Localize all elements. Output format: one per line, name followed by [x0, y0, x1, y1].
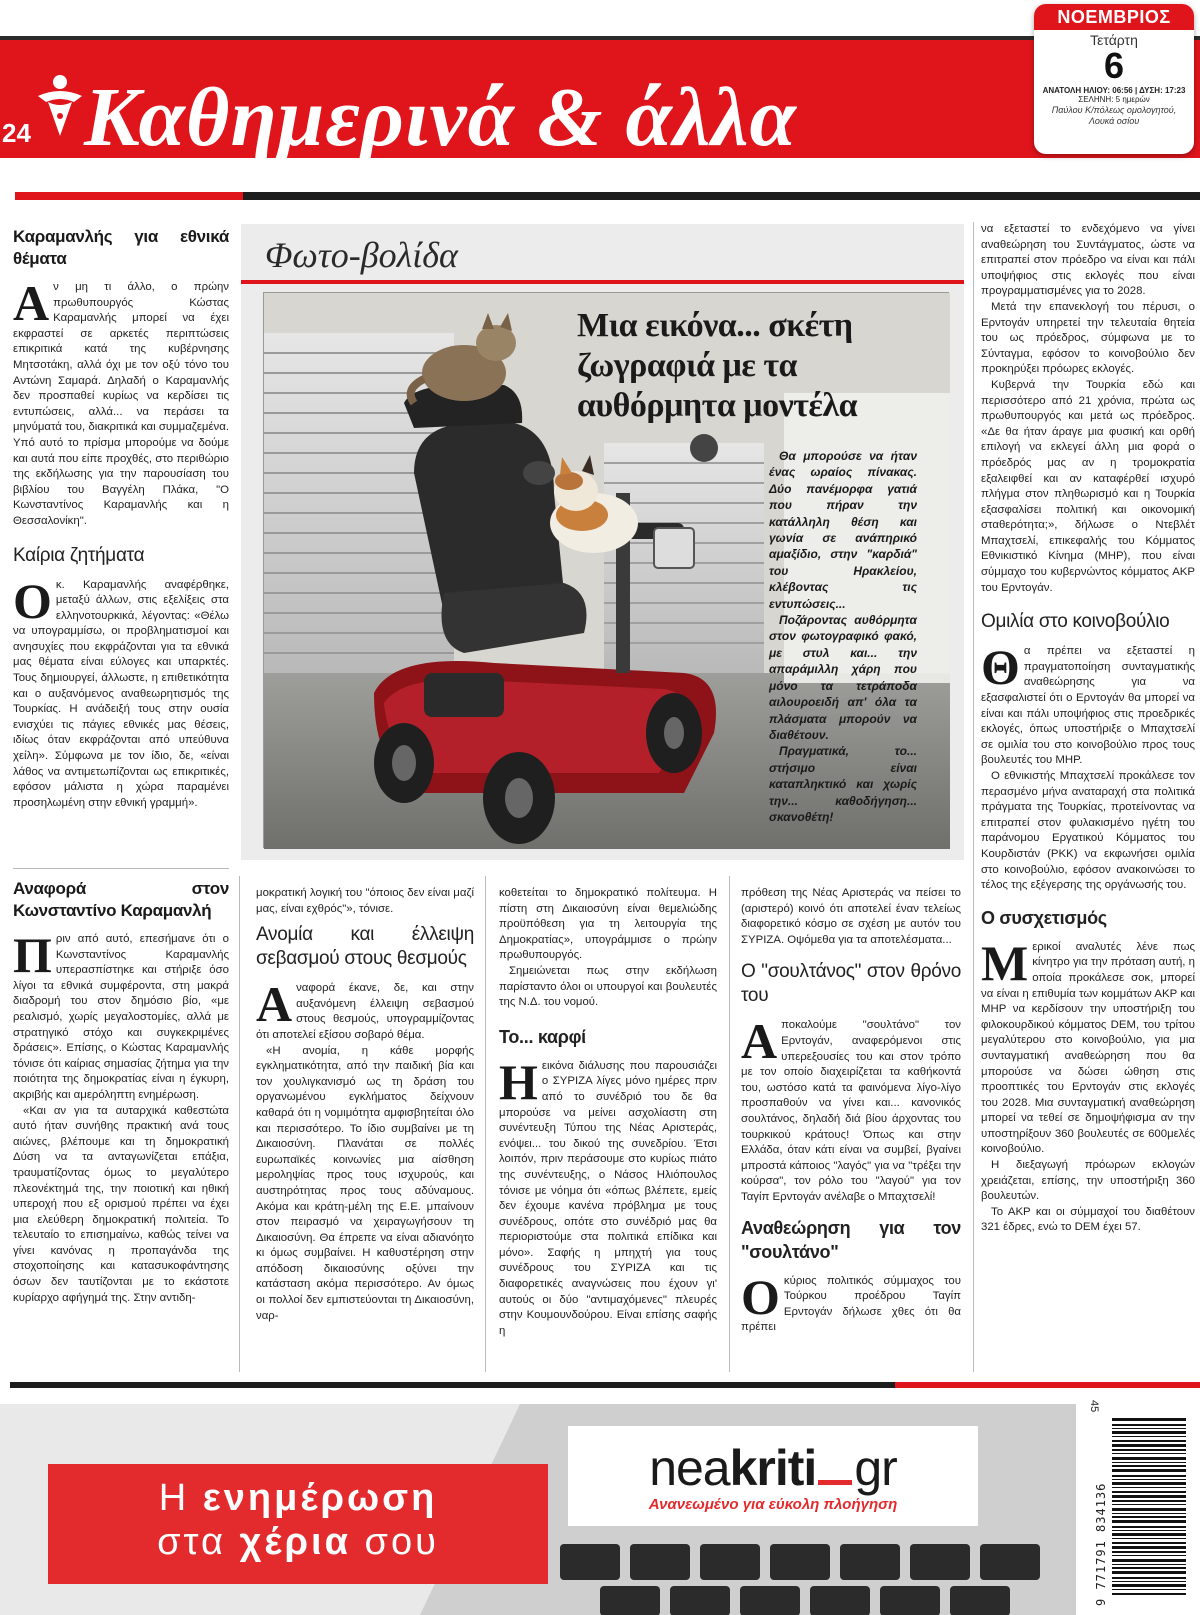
- photo-headline: Μια εικόνα... σκέτη ζωγραφιά με τα αυθόρμητα μοντέλα: [577, 307, 858, 424]
- feature-photo: [263, 292, 949, 848]
- article-paragraph: Το ΑΚΡ και οι σύμμαχοί του διαθέτουν 321 έδρες, ενώ το DEM έχει 57.: [981, 1205, 1195, 1234]
- section-divider: [13, 868, 229, 869]
- article-paragraph: «Και αν για τα αυταρχικά καθεστώτα αυτό ήταν συνήθης πρακτική ανά τους αιώνες, βλέπουμε και τη δημοκρατική Δύση να τα ανταγωνίζεται επάξια, τραυματίζοντας όμως το μεγαλύτερο πλεονέκτημά της, την ποιοτική και ηθική υπεροχή που εξ ορισμού πρέπει να έχει μια ελεύθερη δημοκρατική πολιτεία. Το τελευταίο το επισημαίνω, καθώς τείνει να γίνει κανόνας η προπαγάνδα της στοχοποίησης και κατασυκοφάντησης όσων δεν ταυτίζονται με το εκάστοτε κυρίαρχο αφήγημά της. Στην αντιδη-: [13, 1104, 229, 1304]
- article-paragraph: Κυβερνά την Τουρκία εδώ και περισσότερο από 21 χρόνια, πρώτα ως πρωθυπουργός και μετά ως πρόεδρος. «Δε θα ήταν άραγε μια φυσική και ορθή επιλογή να εκλεγεί άλλη μια φορά ο πρόεδρός μας αν η τρομοκρατία εξαλειφθεί και αν καταφέρθεί ισχυρό πλήγμα στον πληθωρισμό και η Τουρκία εξασφαλίσει πολιτική και οικονομική σταθερότητα;», δήλωσε ο Ντεβλέτ Μπαχτσελί, επικεφαλής του Κόμματος Εθνικιστικό Κίνημα (ΜΗΡ), που είναι σύμμαχο του κυβερνώντος κόμματος ΑΚΡ του Ερντογάν.: [981, 378, 1195, 594]
- article-paragraph: [741, 1013, 961, 1205]
- barcode-bar: [1112, 1504, 1186, 1505]
- bottom-column-4: [741, 886, 961, 1336]
- slogan-text: στα: [157, 1521, 240, 1563]
- barcode-bar: [1112, 1440, 1186, 1442]
- ad-logo-box: [568, 1426, 978, 1526]
- barcode-bar: [1112, 1428, 1186, 1429]
- article-paragraph: «Η ανομία, η κάθε μορφής εγκληματικότητα, από την παιδική βία και τον χουλιγκανισμό ως τη δράση του οργανωμένου εγκλήματος δείχνουν καθαρά ότι η νομιμότητα αμφισβητείται όλο και περισσότερο. Το ίδιο συμβαίνει με τη Δικαιοσύνη. Πλανάται σε πολλές ευρωπαϊκές κοινωνίες μια αίσθηση μεροληψίας προς τους ισχυρούς, και αυστηρότητας προς τους αδύναμους. Ακόμα και κράτη-μέλη της Ε.Ε. μπαίνουν στον πειρασμό να χειραγωγήσουν τη Δικαιοσύνη. Θα έπρεπε να είναι αδιανόητο κι όμως συμβαίνει. Η καθυστέρηση στην απόδοση δικαιοσύνης οξύνει την κατάσταση ακόμα περισσότερο. Αν όμως οι πολλοί δεν εμπιστεύονται τη Δικαιοσύνη, ναρ-: [256, 1044, 474, 1322]
- barcode-bar: [1112, 1453, 1186, 1454]
- barcode-bar: [1112, 1444, 1186, 1447]
- article-paragraph: πρόθεση της Νέας Αριστεράς να πείσει το (αριστερό) κοινό ότι αποτελεί έναν τελείως διαφορετικό κόσμο σε σχέση με αυτόν του ΣΥΡΙΖΑ. Οψόμεθα για τα αποτελέσματα...: [741, 887, 961, 946]
- barcode-bar: [1112, 1462, 1186, 1463]
- barcode-bar: [1112, 1457, 1186, 1460]
- barcode-bar: [1112, 1424, 1186, 1426]
- article-headline: Καραμανλής για εθνικά θέματα: [13, 227, 229, 268]
- drop-cap: Ο: [741, 1268, 780, 1325]
- logo-underscore-icon: [818, 1480, 852, 1485]
- barcode-bar: [1112, 1571, 1186, 1574]
- feature-title: Φωτο-βολίδα: [265, 235, 458, 275]
- paragraph-text: ερικοί αναλυτές λένε πως κίνητρο για την πρόταση αυτή, η οποία προκάλεσε σοκ, μπορεί να είναι η επιθυμία των κομμάτων ΑΚΡ και ΜΗΡ να κερδίσουν την υποστήριξη του φιλοκουρδικού κόμματος DEM, του τρίτου μεγαλύτερου στο κοινοβούλιο, για μια συνταγματική αναθεώρηση που θα μπορούσε να δώσει ώθηση στις προοπτικές του Ερντογάν στις εκλογές του 2028. Μια συνταγματική αναθεώρηση μπορεί να τεθεί σε δημοψήφισμα αν την υποστηρίξουν 360 βουλευτές σε 600μελές κοινοβούλιο.: [981, 940, 1195, 1156]
- article-subhead: Αναθεώρηση για τον "σουλτάνο": [741, 1217, 961, 1262]
- barcode-bar: [1112, 1513, 1186, 1514]
- slogan-text: Η: [158, 1477, 203, 1519]
- date-calendar: [1034, 4, 1194, 154]
- article-paragraph: [499, 1053, 717, 1340]
- article-paragraph: μοκρατική λογική του "όποιος δεν είναι μαζί μας, είναι εχθρός"», τόνισε.: [256, 887, 474, 915]
- barcode-bar: [1112, 1418, 1186, 1421]
- calendar-saints: Παύλου Κ/πόλεως ομολογητού, Λουκά οσίου: [1051, 105, 1177, 126]
- article-subhead: Ομιλία στο κοινοβούλιο: [981, 611, 1170, 633]
- masthead-top-line: [0, 36, 1200, 40]
- barcode-bar: [1112, 1479, 1186, 1480]
- barcode-bar: [1112, 1555, 1186, 1556]
- barcode-bar: [1112, 1495, 1186, 1498]
- paragraph-text: κ. Καραμανλής αναφέρθηκε, μεταξύ άλλων, στις εξελίξεις στα ελληνοτουρκικά, λέγοντας: «Θέλω να υπογραμμίσω, οι προβληματισμοί και ανησυχίες που εκφράζονται για τα εθνικά μας θέματα είναι εύλογες και υπαρκτές. Τους δημιουργεί, άλλωστε, η επιθετικότητα και ο αυξανόμενος αναθεωρητισμός της Τουρκίας. Η ανάδειξή τους στην ουσία ενισχύει τις πάγιες εθνικές μας θέσεις, ιδίως όταν εκφράζονται από υπεύθυνα χείλη». Σύμφωνα με τον ίδιο, δε, «είναι λάθος να αντιμετωπίζονται ως επικριτικές, εφόσον μάλιστα η χώρα παραμένει προσηλωμένη στην εθνική γραμμή».: [13, 578, 229, 809]
- paragraph-text: ναφορά έκανε, δε, και στην αυξανόμενη έλλειψη σεβασμού στους θεσμούς, υπογραμμίζοντας ότι αποτελεί εξίσου σοβαρό θέμα.: [256, 982, 474, 1041]
- ad-slogan-box: [48, 1464, 548, 1584]
- article-paragraph: [741, 1268, 961, 1336]
- barcode-bar: [1112, 1431, 1186, 1434]
- article-paragraph: [13, 275, 229, 530]
- footer-rule: [10, 1382, 1200, 1388]
- neakriti-advertisement[interactable]: [0, 1404, 1076, 1615]
- calendar-sun-times: ΑΝΑΤΟΛΗ ΗΛΙΟΥ: 06:56 | ΔΥΣΗ: 17:23: [1042, 86, 1186, 95]
- caption-paragraph: Θα μπορούσε να ήταν ένας ωραίος πίνακας. Δύο πανέμορφα γατιά που πήραν την κατάλληλη θέση και γωνία σε ανάπηρικό αμαξίδιο, στην "καρδιά" του Ηρακλείου, κλέβοντας τις εντυπώσεις...: [769, 449, 917, 611]
- caption-paragraph: Ποζάροντας αυθόρμητα στον φωτογραφικό φακό, με στυλ και... την απαράμιλλη χάρη που μόνο τα τετράποδα αιλουροειδή απ' όλα τα πλάσματα μπορούν να διαθέτουν.: [769, 613, 917, 742]
- article-paragraph: να εξεταστεί το ενδεχόμενο να γίνει αναθεώρηση του Συντάγματος, ώστε να επιτραπεί στον πρόεδρο να είναι και πάλι υποψήφιος στις εκλογές που είναι προγραμματισμένες για το 2028.: [981, 223, 1195, 298]
- bottom-column-3: [499, 886, 717, 1339]
- right-column-article: [981, 222, 1195, 1236]
- barcode-bar: [1112, 1593, 1186, 1595]
- bottom-column-2: [256, 886, 474, 1324]
- article-subhead: Καίρια ζητήματα: [13, 544, 145, 566]
- logo-text: nea: [649, 1440, 730, 1496]
- barcode-bar: [1112, 1581, 1186, 1582]
- barcode-bar: [1112, 1551, 1186, 1553]
- issue-barcode: [1082, 1394, 1194, 1615]
- photo-feature: [241, 224, 964, 860]
- photo-caption: [769, 448, 917, 825]
- article-paragraph: [13, 572, 229, 812]
- article-subhead: Το... καρφί: [499, 1026, 586, 1047]
- drop-cap: Α: [741, 1013, 778, 1070]
- barcode-bar: [1112, 1469, 1186, 1472]
- article-paragraph: κοθετείται το δημοκρατικό πολίτευμα. Η πίστη στη Δικαιοσύνη είναι θεμελιώδης προϋπόθεση για τη λειτουργία της Δημοκρατίας», υπογράμμισε ο πρώην πρωθυπουργός.: [499, 887, 717, 962]
- paragraph-text: ριν από αυτό, επεσήμανε ότι ο Κωνσταντίνος Καραμανλής υπερασπίστηκε και στήριξε όσο λίγοι τα εθνικά συμφέροντα, στη μακρά διαδρομή του στον δημόσιο βίο, «με ρεαλισμό, χωρίς μεγαλοστομίες, αλλά με στρατηγικό στόχο και συγκεκριμένες δράσεις». Επίσης, ο Κώστας Καραμανλής τόνισε ότι καίριας σημασίας ζήτημα για την ποιότητα της δημοκρατίας είναι η έγκυρη, ακριβής και αμερόληπτη ενημέρωση.: [13, 933, 229, 1101]
- page-number: 24: [2, 118, 31, 148]
- barcode-bar: [1112, 1533, 1186, 1536]
- ad-tagline: Ανανεωμένο για εύκολη πλοήγηση: [648, 1496, 898, 1513]
- article-paragraph: [981, 934, 1195, 1158]
- barcode-bar: [1112, 1520, 1186, 1523]
- calendar-moon: ΣΕΛΗΝΗ: 5 ημερών: [1078, 95, 1150, 104]
- slogan-text: σου: [350, 1521, 439, 1563]
- barcode-bar: [1112, 1508, 1186, 1511]
- article-headline: Αναφορά στον Κωνσταντίνο Καραμανλή: [13, 879, 229, 920]
- barcode-bar: [1112, 1449, 1186, 1451]
- barcode-bar: [1112, 1465, 1186, 1467]
- drop-cap: Π: [13, 927, 52, 983]
- slogan-emphasis: ενημέρωση: [202, 1477, 438, 1519]
- article-subhead: Ο "σουλτάνος" στον θρόνο του: [741, 961, 961, 1007]
- paragraph-text: ν μη τι άλλο, ο πρώην πρωθυπουργός Κώστας Καραμανλής μπορεί να έχει εκφραστεί σε αρκετές περιπτώσεις επικριτικά κατά της κυβέρνησης Μητσοτάκη, αλλά όχι με τον οξύ τόνο του Αντώνη Σαμαρά. Δηλαδή ο Καραμανλής δεν προσπαθεί κυρίως να κερδίσει τις εντυπώσεις, αλλά... να περάσει τα μηνύματά του, διακριτικά και συμμαζεμένα. Υπό αυτό το πρίσμα μπορούμε να δούμε και αυτά που είπε προχθές, στο περιθώριο της εκδήλωσης για την παρουσίαση του βιβλίου του Βαγγέλη Πλάκα, "Ο Κωνσταντίνος Καραμανλής και η Θεσσαλονίκη".: [13, 281, 229, 527]
- newspaper-logo-icon: [34, 72, 86, 142]
- left-column-article: [13, 226, 229, 811]
- barcode-bar: [1112, 1542, 1186, 1544]
- column-divider: [729, 876, 730, 1372]
- barcode-bar: [1112, 1559, 1186, 1562]
- barcode-bar: [1112, 1482, 1186, 1485]
- barcode-bar: [1112, 1475, 1186, 1477]
- bottom-column-1: [13, 878, 229, 1306]
- drop-cap: Α: [13, 275, 50, 331]
- column-divider: [239, 876, 240, 1372]
- barcode-bar: [1112, 1567, 1186, 1569]
- masthead: [0, 40, 1200, 164]
- feature-rule: [241, 280, 964, 284]
- barcode-bar: [1112, 1589, 1186, 1590]
- article-paragraph: Μετά την επανεκλογή του πέρυσι, ο Ερντογάν υπηρετεί την τελευταία θητεία του ως πρόεδρος, σύμφωνα με το Σύνταγμα, εφόσον το κοινοβούλιο δεν προκηρύξει πρόωρες εκλογές.: [981, 300, 1195, 376]
- neakriti-logo: [568, 1438, 978, 1498]
- drop-cap: Μ: [981, 934, 1029, 991]
- article-paragraph: [981, 639, 1195, 769]
- barcode-bar: [1112, 1546, 1186, 1549]
- barcode-bar: [1112, 1500, 1186, 1502]
- barcode-bar: [1112, 1577, 1186, 1579]
- calendar-day: 6: [1103, 45, 1125, 86]
- section-title: Καθημερινά & άλλα: [84, 71, 797, 164]
- logo-text: gr: [854, 1440, 897, 1496]
- caption-paragraph: Πραγματικά, το... στήσιμο είναι καταπληκτικό και χωρίς την... καθοδήγηση... σκανοθέτη!: [769, 744, 917, 824]
- article-paragraph: Η διεξαγωγή πρόωρων εκλογών χρειάζεται, επίσης, την υποστήριξη 360 βουλευτών.: [981, 1159, 1195, 1203]
- paragraph-text: α πρέπει να εξεταστεί η πραγματοποίηση συνταγματικής αναθεώρησης για να εξασφαλιστεί ότι ο Ερντογάν θα μπορεί να είναι και πάλι υποψήφιος στις προεδρικές εκλογές, όπως υποστήριξε ο Μπαχτσελί σε ομιλία του στο κοινοβούλιο προς τους βουλευτές του ΜΗΡ.: [981, 645, 1195, 767]
- barcode-issue-number: 45: [1088, 1400, 1100, 1413]
- column-divider: [485, 876, 486, 1372]
- barcode-bar: [1112, 1487, 1186, 1488]
- paragraph-text: εικόνα διάλυσης που παρουσιάζει ο ΣΥΡΙΖΑ λίγες μόνο ημέρες πριν από το συνέδριό του δε θα μπορούσε να μείνει ασχολίαστη στη συνέντευξη Τύπου της Νέας Αριστεράς, ενόψει... του δικού της συνεδρίου. Έτσι λοιπόν, πριν περάσουμε στο κυρίως πιάτο της συνέντευξης, ο Νάσος Ηλιόπουλος τόνισε με νόημα ότι «όπως βλέπετε, εμείς δεν έχουμε κανένα πρόβλημα με τους συνέδρους, οπότε στο συνέδριό μας θα περιοριστούμε στα πολιτικά επίδικα και μόνο». Σαφής η μπηχτή για τους συνέδρους του ΣΥΡΙΖΑ και τις διαφορετικές αναγνώσεις που έχουν γι' αυτούς οι δύο "αντιμαχόμενες" πλευρές στην Κουμουνδούρου. Είναι επίσης σαφής η: [499, 1059, 717, 1337]
- ad-slogan-line: [48, 1476, 548, 1520]
- drop-cap: Α: [256, 976, 293, 1033]
- barcode-bar: [1112, 1491, 1186, 1493]
- barcode-bar: [1112, 1436, 1186, 1437]
- barcode-bar: [1112, 1538, 1186, 1539]
- barcode-bar: [1112, 1564, 1186, 1565]
- barcode-bar: [1112, 1530, 1186, 1531]
- slogan-emphasis: χέρια: [239, 1521, 351, 1563]
- barcode-bar: [1112, 1526, 1186, 1528]
- calendar-weekday: Τετάρτη: [1090, 32, 1138, 48]
- drop-cap: Θ: [981, 639, 1020, 696]
- column-divider: [973, 222, 974, 1372]
- article-paragraph: [256, 976, 474, 1043]
- paragraph-text: ποκαλούμε "σουλτάνο" τον Ερντογάν, αναφερόμενοι στις υπερεξουσίες του και στον τρόπο με τον οποίο διαχειρίζεται τα καθήκοντά του, ωστόσο κατά τα φαινόμενα λίγο-λίγο προσπαθούν να γίνει και... κανονικός σουλτάνος, δηλαδή διά βίου άρχοντας του τουρκικού κράτους! Όπως και στην Ελλάδα, όταν κάτι είναι να συμβεί, βγαίνει μπροστά κάποιος "λαγός" για να "τρέξει την κούρσα", τον ρόλο του "λαγού" για τον Ταγίπ Ερντογάν ανέλαβε ο Μπαχτσελί!: [741, 1019, 961, 1203]
- article-paragraph: [13, 927, 229, 1104]
- logo-text-bold: kriti: [729, 1440, 817, 1496]
- barcode-bar: [1112, 1516, 1186, 1518]
- article-paragraph: Ο εθνικιστής Μπαχτσελί προκάλεσε τον περασμένο μήνα αναταραχή στα πολιτικά πράγματα της Τουρκίας, προτείνοντας να επιτραπεί στον φυλακισμένο ηγέτη του παράνομου Εργατικού Κόμματος του Κουρδιστάν (ΡΚΚ) να εκφωνήσει ομιλία στο κοινοβούλιο, εφόσον ανακοινώσει το τέλος της εξέγερσης της οργάνωσής του.: [981, 770, 1195, 892]
- barcode-digits: 9 771791 834136: [1094, 1482, 1108, 1606]
- barcode-bar: [1112, 1584, 1186, 1587]
- header-rule: [15, 192, 1200, 200]
- paragraph-text: κύριος πολιτικός σύμμαχος του Τούρκου προέδρου Ταγίπ Ερντογάν δήλωσε χθες ότι θα πρέπει: [741, 1274, 961, 1334]
- ad-slogan-line: [48, 1520, 548, 1564]
- article-subhead: Ανομία και έλλειψη σεβασμού στους θεσμούς: [256, 924, 474, 970]
- drop-cap: Ο: [13, 572, 52, 629]
- article-subhead: Ο συσχετισμός: [981, 907, 1107, 928]
- calendar-month: ΝΟΕΜΒΡΙΟΣ: [1034, 4, 1194, 30]
- drop-cap: Η: [499, 1053, 538, 1110]
- article-paragraph: Σημειώνεται πως στην εκδήλωση παρίσταντο όλοι οι υπουργοί και βουλευτές της Ν.Δ. του νομού.: [499, 964, 717, 1009]
